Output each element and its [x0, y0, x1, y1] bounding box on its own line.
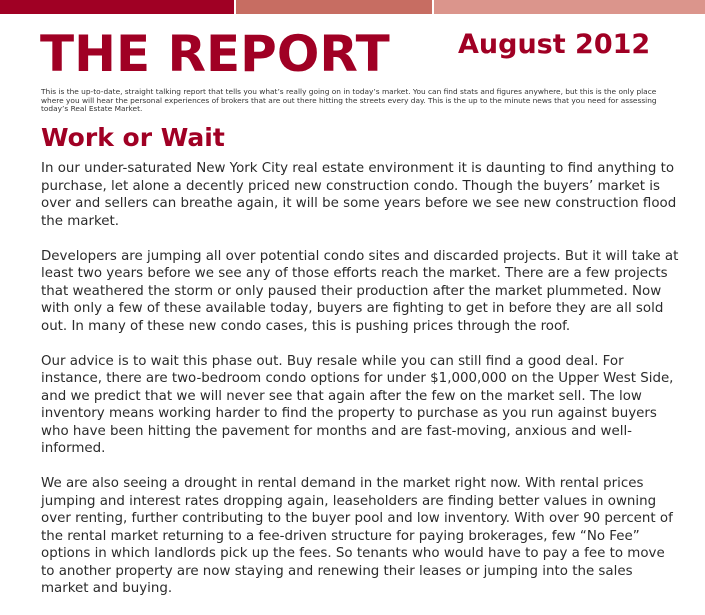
article-paragraph: Our advice is to wait this phase out. Buy resale while you can still find a good deal. For instance, there are two-bedroom condo options for under $1,000,000 on the Upper West Side, and we predict that we will never see that again after the few on the market sell. The low inventory means working harder to find the property to purchase as you run against buyers who have been hitting the pavement for months and are fast-moving, anxious and well-informed.: [41, 353, 674, 456]
article-paragraph: We are also seeing a drought in rental demand in the market right now. With rental prices jumping and interest rates dropping again, leaseholders are finding better values in owning over renting, further contributing to the buyer pool and low inventory. With over 90 percent of the rental market returning to a fee-driven structure for paying brokerages, few “No Fee” options in which landlords pick up the fees. So tenants who would have to pay a fee to move to another property are now staying and renewing their leases or jumping into the sales market and buying.: [41, 476, 673, 596]
top-bar-segment-mid: [236, 0, 432, 14]
intro-blurb: This is the up-to-date, straight talking report that tells you what’s really going on in today’s market. You can find stats and figures anywhere, but this is the only place where you will hear the personal experiences of brokers that are out there hitting the streets every day. This is the up to the minute news that you need for assessing today’s Real Estate Market.: [41, 87, 657, 114]
top-bar-segment-light: [434, 0, 705, 14]
article-paragraph: Developers are jumping all over potential condo sites and discarded projects. But it will take at least two years before we see any of those efforts reach the market. There are a few projects that weathered the storm or only paused their production after the market plummeted. Now with only a few of these available today, buyers are fighting to get in before they are all sold out. In many of these new condo cases, this is pushing prices through the roof.: [41, 248, 679, 334]
article-paragraph: In our under-saturated New York City real estate environment it is daunting to find anything to purchase, let alone a decently priced new construction condo. Though the buyers’ market is over and sellers can breathe again, it will be some years before we see new construction flood the market.: [41, 161, 677, 229]
article-title: Work or Wait: [41, 123, 225, 152]
masthead-title: THE REPORT: [40, 25, 390, 83]
top-bar-segment-dark: [0, 0, 234, 14]
article-body: [41, 160, 681, 615]
issue-date: August 2012: [458, 29, 651, 60]
decorative-top-bar: [0, 0, 705, 14]
